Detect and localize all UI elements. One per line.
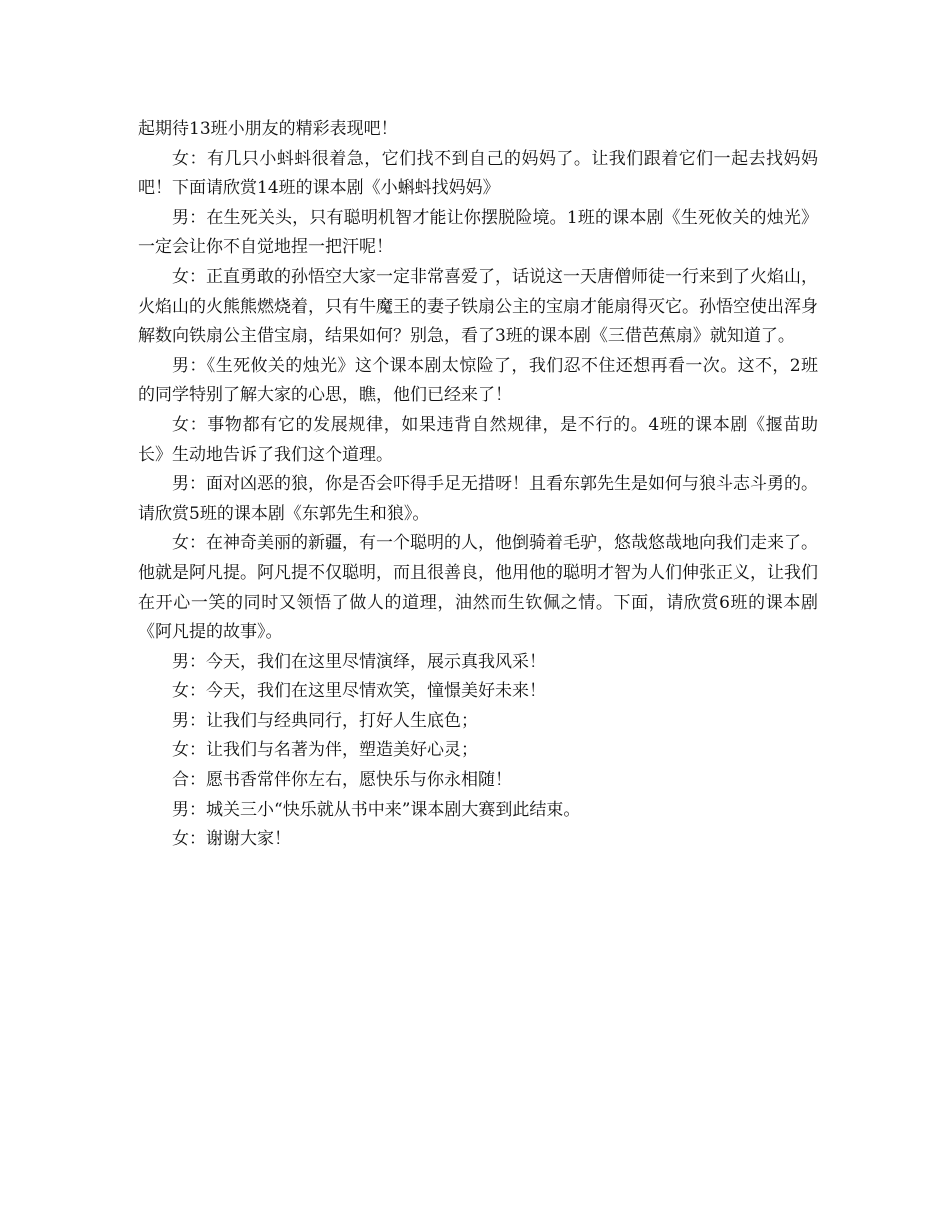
paragraph-14: 男：城关三小“快乐就从书中来”课本剧大赛到此结束。	[172, 799, 581, 820]
paragraph-10: 女：今天，我们在这里尽情欢笑，憧憬美好未来！	[172, 681, 546, 702]
paragraph-11: 男：让我们与经典同行，打好人生底色；	[172, 710, 478, 731]
paragraph-13: 合：愿书香常伴你左右，愿快乐与你永相随！	[172, 770, 512, 791]
paragraph-3: 男：在生死关头，只有聪明机智才能让你摆脱险境。1班的课本剧《生死攸关的烛光》一定会让你不自觉地捏一把汗呢！	[138, 207, 818, 258]
paragraph-1: 起期待13班小朋友的精彩表现吧！	[138, 119, 398, 139]
paragraph-12: 女：让我们与名著为伴，塑造美好心灵；	[172, 740, 478, 761]
paragraph-5: 男：《生死攸关的烛光》这个课本剧太惊险了，我们忍不住还想再看一次。这不，2班的同学特别了解大家的心思，瞧，他们已经来了！	[138, 355, 818, 406]
paragraph-4: 女：正直勇敢的孙悟空大家一定非常喜爱了，话说这一天唐僧师徒一行来到了火焰山，火焰山的火熊熊燃烧着，只有牛魔王的妻子铁扇公主的宝扇才能扇得灭它。孙悟空使出浑身解数向铁扇公主借宝扇，结果如何？别急，看了3班的课本剧《三借芭蕉扇》就知道了。	[138, 266, 818, 347]
paragraph-9: 男：今天，我们在这里尽情演绎，展示真我风采！	[172, 651, 546, 672]
paragraph-2: 女：有几只小蚪蚪很着急，它们找不到自己的妈妈了。让我们跟着它们一起去找妈妈吧！下面请欣赏14班的课本剧《小蝌蚪找妈妈》	[138, 148, 818, 199]
paragraph-6: 女：事物都有它的发展规律，如果违背自然规律，是不行的。4班的课本剧《揠苗助长》生动地告诉了我们这个道理。	[138, 414, 818, 465]
paragraph-7: 男：面对凶恶的狼，你是否会吓得手足无措呀！且看东郭先生是如何与狼斗志斗勇的。请欣赏5班的课本剧《东郭先生和狼》。	[138, 474, 818, 524]
paragraph-15: 女：谢谢大家！	[172, 829, 291, 850]
paragraph-8: 女：在神奇美丽的新疆，有一个聪明的人，他倒骑着毛驴，悠哉悠哉地向我们走来了。他就是阿凡提。阿凡提不仅聪明，而且很善良，他用他的聪明才智为人们伸张正义，让我们在开心一笑的同时又领悟了做人的道理，油然而生钦佩之情。下面，请欣赏6班的课本剧《阿凡提的故事》。	[138, 533, 818, 643]
document-body	[138, 115, 818, 855]
